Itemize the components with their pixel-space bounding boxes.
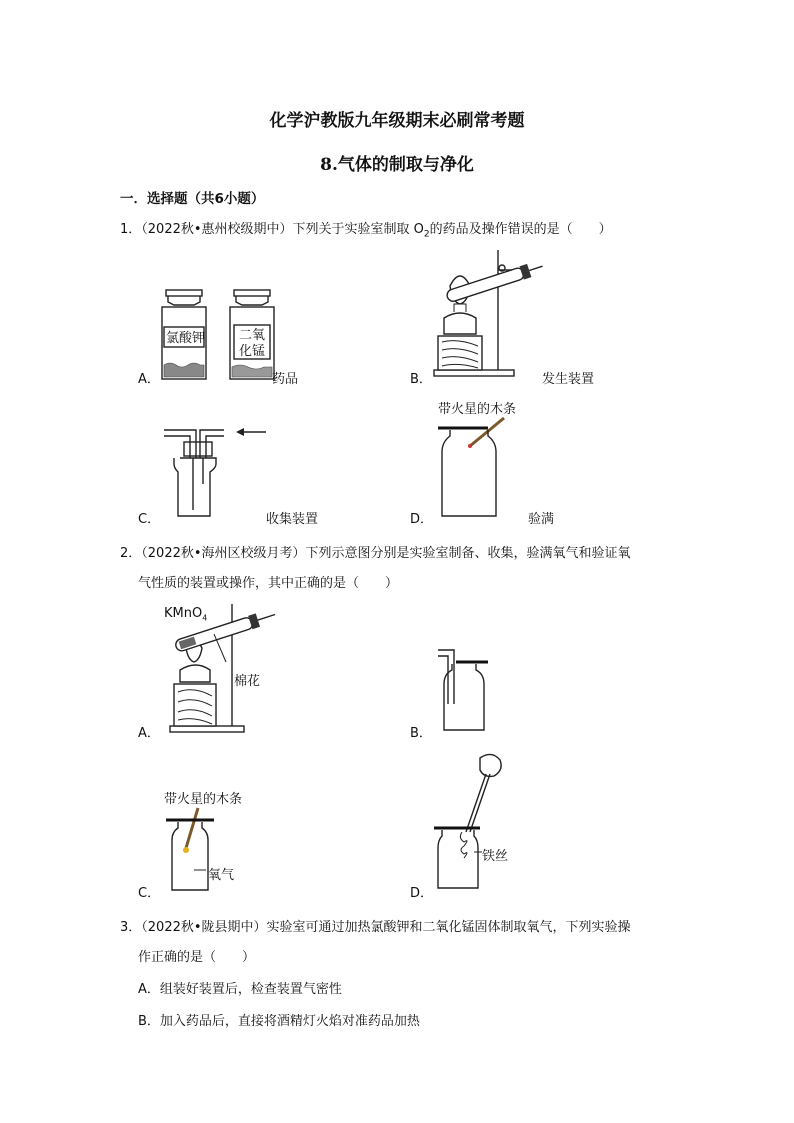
- q2-option-c-splint-label: 带火星的木条: [164, 792, 243, 807]
- q2-option-d-iron-wire-apparatus: [432, 752, 532, 892]
- q1-option-c-caption: 收集装置: [266, 512, 319, 527]
- q1-option-a-bottles: [160, 285, 290, 385]
- q2-option-a-heating-apparatus: [166, 600, 286, 735]
- potassium-chlorate-bottle: [162, 290, 206, 379]
- q1-option-b-heating-apparatus: [428, 246, 548, 381]
- manganese-dioxide-bottle: [230, 290, 274, 379]
- question-2-line-2: 气性质的装置或操作，其中正确的是（ ）: [138, 576, 399, 591]
- question-1-source: （2022秋•惠州校级期中）: [141, 222, 293, 237]
- question-2-number: 2．: [120, 546, 142, 561]
- question-3-number: 3．: [120, 920, 142, 935]
- question-1-text-b: 的药品及操作错误的是（ ）: [429, 222, 612, 237]
- q2-option-a-letter: A．: [138, 726, 160, 741]
- hand-icon: [480, 754, 501, 776]
- question-3-text-1: （2022秋•陇县期中）实验室可通过加热氯酸钾和二氧化锰固体制取氧气，下列实验操: [141, 920, 631, 935]
- section-heading: 一．选择题（共6小题）: [120, 191, 265, 207]
- question-1-text-a: 下列关于实验室制取 O: [292, 222, 424, 237]
- q2-option-b-letter: B．: [410, 726, 432, 741]
- question-1-stem: [120, 218, 612, 240]
- q2-option-a-cotton-label: 棉花: [234, 674, 261, 689]
- q2-option-c-letter: C．: [138, 886, 161, 901]
- q1-option-d-bottle: [436, 416, 526, 520]
- question-1-number: 1．: [120, 222, 142, 237]
- q2-option-c-gas-label: 氧气: [208, 868, 235, 883]
- question-3-option-a: A．组装好装置后，检查装置气密性: [138, 982, 342, 997]
- question-3-line-2: 作正确的是（ ）: [138, 950, 256, 965]
- kmno4-text: KMnO: [164, 606, 203, 621]
- bottle-1-label: 氯酸钾: [166, 331, 206, 346]
- q2-option-d-wire-label: 铁丝: [482, 849, 509, 864]
- document-title: 化学沪教版九年级期末必刷常考题: [269, 111, 525, 131]
- q1-option-b-letter: B．: [410, 372, 432, 387]
- document-subtitle: 8.气体的制取与净化: [320, 155, 474, 175]
- q1-option-a-letter: A．: [138, 372, 160, 387]
- q2-option-d-letter: D．: [410, 886, 434, 901]
- q1-option-d-letter: D．: [410, 512, 434, 527]
- question-3-line-1: [120, 916, 631, 935]
- q1-option-d-caption: 验满: [528, 512, 555, 527]
- q1-option-c-letter: C．: [138, 512, 161, 527]
- q1-option-a-caption: 药品: [272, 372, 299, 387]
- kmno4-subscript: 4: [202, 613, 208, 623]
- q1-option-b-caption: 发生装置: [542, 372, 595, 387]
- question-2-text-1: （2022秋•海州区校级月考）下列示意图分别是实验室制备、收集，验满氧气和验证氧: [141, 546, 631, 561]
- question-1-subscript: 2: [423, 229, 430, 240]
- question-3-option-b: B．加入药品后，直接将酒精灯火焰对准药品加热: [138, 1014, 420, 1029]
- bottle-2-label-line1: 二氧: [239, 328, 266, 343]
- q1-option-c-collection-bottle: [160, 424, 270, 519]
- question-2-line-1: [120, 542, 631, 561]
- q1-option-d-splint-label: 带火星的木条: [438, 402, 517, 417]
- q2-option-b-collection-bottle: [436, 644, 496, 734]
- bottle-2-label-line2: 化锰: [239, 344, 266, 359]
